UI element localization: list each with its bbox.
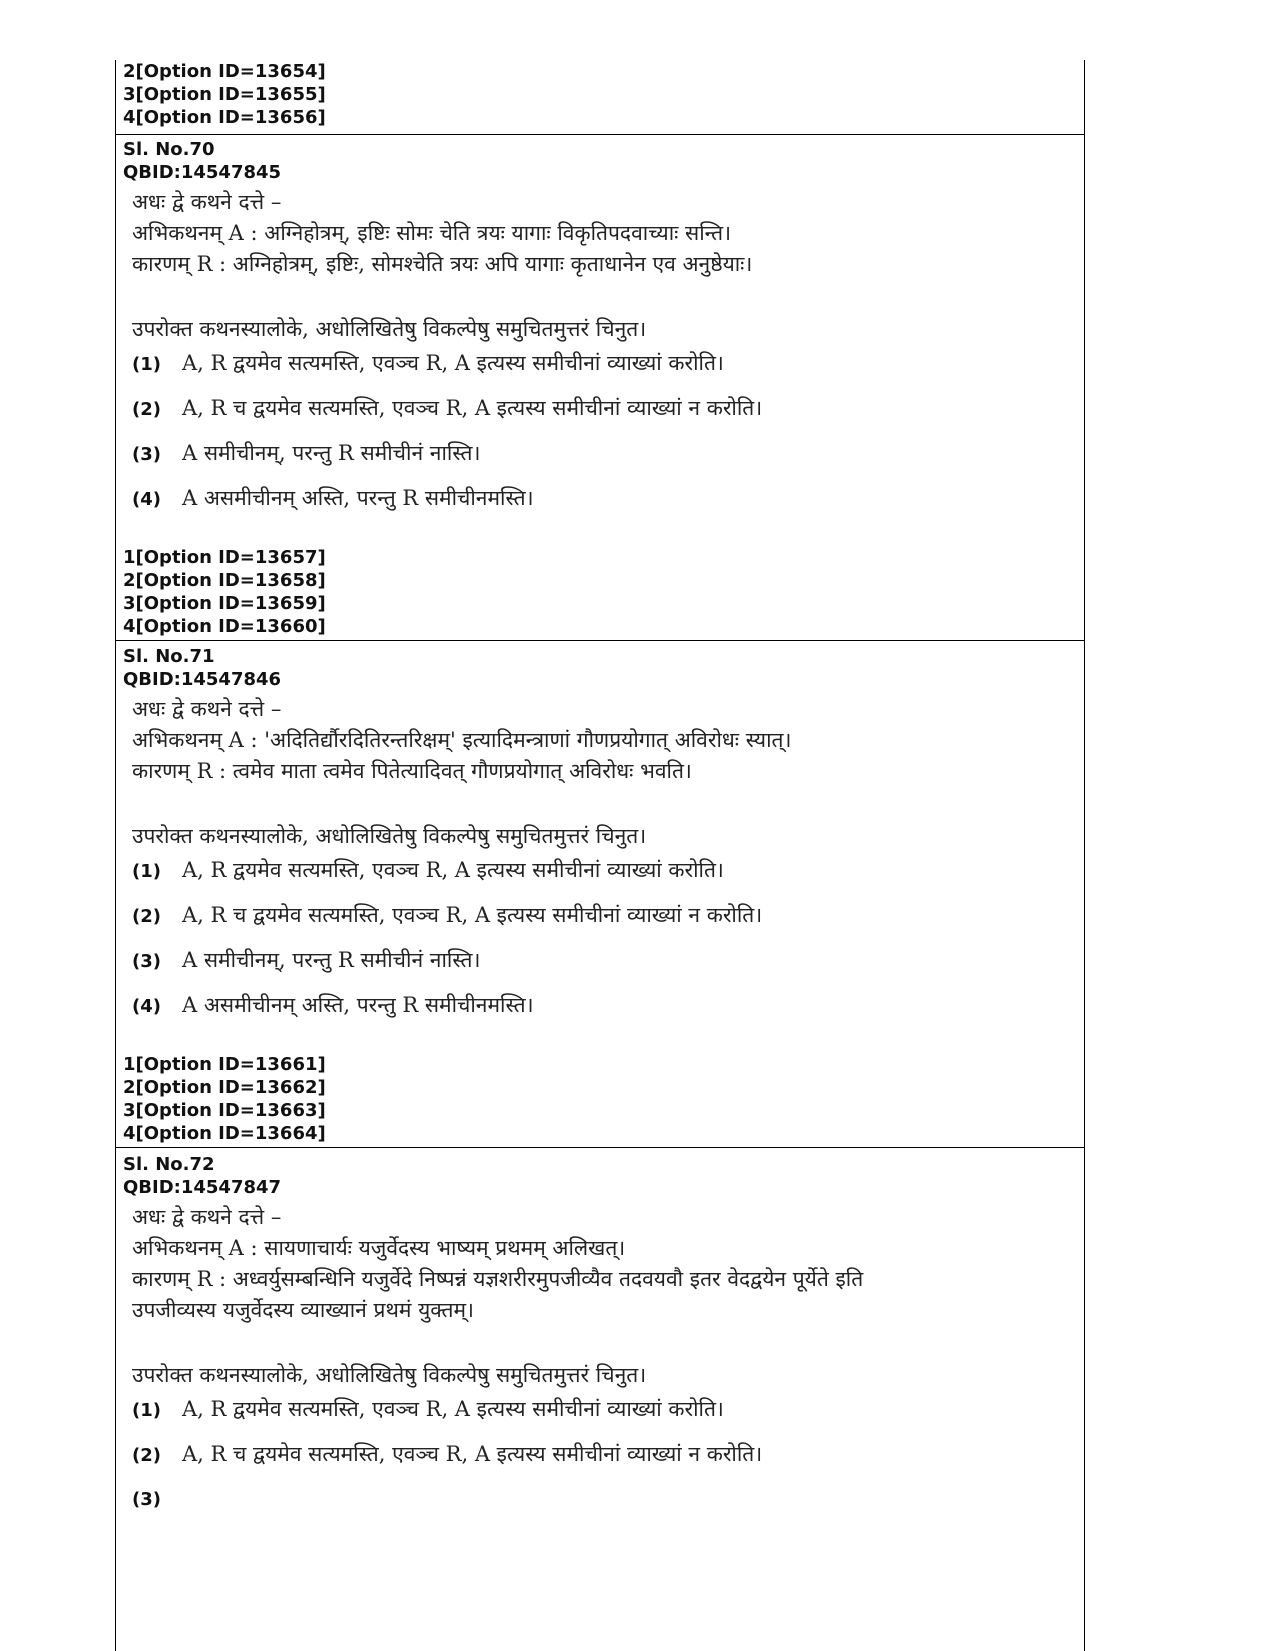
- serial-number: Sl. No.71: [123, 646, 215, 667]
- answer-option: [132, 348, 762, 393]
- option-number: (1): [132, 861, 161, 882]
- option-number: (3): [132, 1489, 161, 1510]
- option-ids: [123, 546, 326, 638]
- question-prompt: उपरोक्त कथनस्यालोके, अधोलिखितेषु विकल्पेषु समुचितमुत्तरं चिनुत।: [132, 317, 647, 341]
- answer-option: [132, 945, 791, 990]
- answer-option: [132, 855, 791, 900]
- option-id: 1[Option ID=13661]: [123, 1054, 326, 1075]
- answer-option: [132, 900, 791, 945]
- assertion-line: अभिकथनम् A : अग्निहोत्रम्, इष्टिः सोमः चेति त्रयः यागाः विकृतिपदवाच्याः सन्ति।: [132, 221, 732, 245]
- answer-option: [132, 1439, 863, 1484]
- question-header: [123, 1153, 281, 1199]
- option-id: 3[Option ID=13659]: [123, 593, 326, 614]
- reason-line-continued: उपजीव्यस्य यजुर्वेदस्य व्याख्यानं प्रथमं युक्तम्।: [132, 1298, 475, 1322]
- option-number: (3): [132, 951, 161, 972]
- option-number: (2): [132, 1445, 161, 1466]
- option-number: (4): [132, 489, 161, 510]
- divider: [116, 640, 1084, 641]
- option-text: A असमीचीनम् अस्ति, परन्तु R समीचीनमस्ति।: [182, 993, 534, 1017]
- question-body: [132, 694, 791, 1035]
- qbid: QBID:14547846: [123, 669, 282, 690]
- option-id: 4[Option ID=13660]: [123, 616, 326, 637]
- option-text: A, R च द्वयमेव सत्यमस्ति, एवञ्च R, A इत्यस्य समीचीनां व्याख्यां न करोति।: [182, 903, 763, 927]
- option-id: 4[Option ID=13664]: [123, 1123, 326, 1144]
- option-text: A असमीचीनम् अस्ति, परन्तु R समीचीनमस्ति।: [182, 486, 534, 510]
- question-paper-frame: [115, 60, 1085, 1651]
- assertion-line: अभिकथनम् A : सायणाचार्यः यजुर्वेदस्य भाष्यम् प्रथमम् अलिखत्।: [132, 1236, 626, 1260]
- serial-number: Sl. No.72: [123, 1154, 215, 1175]
- reason-line: कारणम् R : अग्निहोत्रम्, इष्टिः, सोमश्चेति त्रयः अपि यागाः कृताधानेन एव अनुष्ठेयाः।: [132, 252, 753, 276]
- divider: [116, 1147, 1084, 1148]
- answer-option: [132, 438, 762, 483]
- answer-option: [132, 1484, 863, 1529]
- option-text: A, R द्वयमेव सत्यमस्ति, एवञ्च R, A इत्यस्य समीचीनां व्याख्यां करोति।: [182, 858, 724, 882]
- option-text: A, R द्वयमेव सत्यमस्ति, एवञ्च R, A इत्यस्य समीचीनां व्याख्यां करोति।: [182, 351, 724, 375]
- option-number: (2): [132, 906, 161, 927]
- option-number: (1): [132, 354, 161, 375]
- question-header: [123, 138, 281, 184]
- reason-line: कारणम् R : त्वमेव माता त्वमेव पितेत्यादिवत् गौणप्रयोगात् अविरोधः भवति।: [132, 759, 692, 783]
- qbid: QBID:14547845: [123, 162, 282, 183]
- option-id: 2[Option ID=13654]: [123, 61, 326, 82]
- option-id: 4[Option ID=13656]: [123, 107, 326, 128]
- answer-option: [132, 990, 791, 1035]
- option-id: 2[Option ID=13662]: [123, 1077, 326, 1098]
- option-id: 2[Option ID=13658]: [123, 570, 326, 591]
- option-id: 3[Option ID=13655]: [123, 84, 326, 105]
- option-number: (2): [132, 399, 161, 420]
- qbid: QBID:14547847: [123, 1177, 282, 1198]
- option-number: (3): [132, 444, 161, 465]
- question-body: [132, 187, 762, 528]
- option-text: A, R च द्वयमेव सत्यमस्ति, एवञ्च R, A इत्यस्य समीचीनां व्याख्यां न करोति।: [182, 396, 763, 420]
- assertion-line: अभिकथनम् A : 'अदितिर्द्यौरदितिरन्तरिक्षम्' इत्यादिमन्त्राणां गौणप्रयोगात् अविरोधः स्यात्।: [132, 728, 792, 752]
- option-text: A, R च द्वयमेव सत्यमस्ति, एवञ्च R, A इत्यस्य समीचीनां व्याख्यां न करोति।: [182, 1442, 763, 1466]
- question-header: [123, 645, 281, 691]
- serial-number: Sl. No.70: [123, 139, 215, 160]
- option-id: 3[Option ID=13663]: [123, 1100, 326, 1121]
- question-line: अधः द्वे कथने दत्ते –: [132, 697, 282, 721]
- answer-option: [132, 393, 762, 438]
- question-prompt: उपरोक्त कथनस्यालोके, अधोलिखितेषु विकल्पेषु समुचितमुत्तरं चिनुत।: [132, 1363, 647, 1387]
- option-text: A समीचीनम्, परन्तु R समीचीनं नास्ति।: [182, 948, 481, 972]
- option-number: (1): [132, 1400, 161, 1421]
- question-body: [132, 1202, 863, 1529]
- option-id: 1[Option ID=13657]: [123, 547, 326, 568]
- question-prompt: उपरोक्त कथनस्यालोके, अधोलिखितेषु विकल्पेषु समुचितमुत्तरं चिनुत।: [132, 824, 647, 848]
- answer-option: [132, 1394, 863, 1439]
- reason-line: कारणम् R : अध्वर्युसम्बन्धिनि यजुर्वेदे निष्पन्नं यज्ञशरीरमुपजीव्यैव तदवयवौ इतर वेदद्वयेन पूर्येते इति: [132, 1267, 864, 1291]
- option-ids: [123, 1053, 326, 1145]
- top-option-ids: [123, 60, 1084, 129]
- question-line: अधः द्वे कथने दत्ते –: [132, 190, 282, 214]
- option-text: A, R द्वयमेव सत्यमस्ति, एवञ्च R, A इत्यस्य समीचीनां व्याख्यां करोति।: [182, 1397, 724, 1421]
- divider: [116, 134, 1084, 135]
- question-line: अधः द्वे कथने दत्ते –: [132, 1205, 282, 1229]
- option-text: A समीचीनम्, परन्तु R समीचीनं नास्ति।: [182, 441, 481, 465]
- answer-option: [132, 483, 762, 528]
- option-number: (4): [132, 996, 161, 1017]
